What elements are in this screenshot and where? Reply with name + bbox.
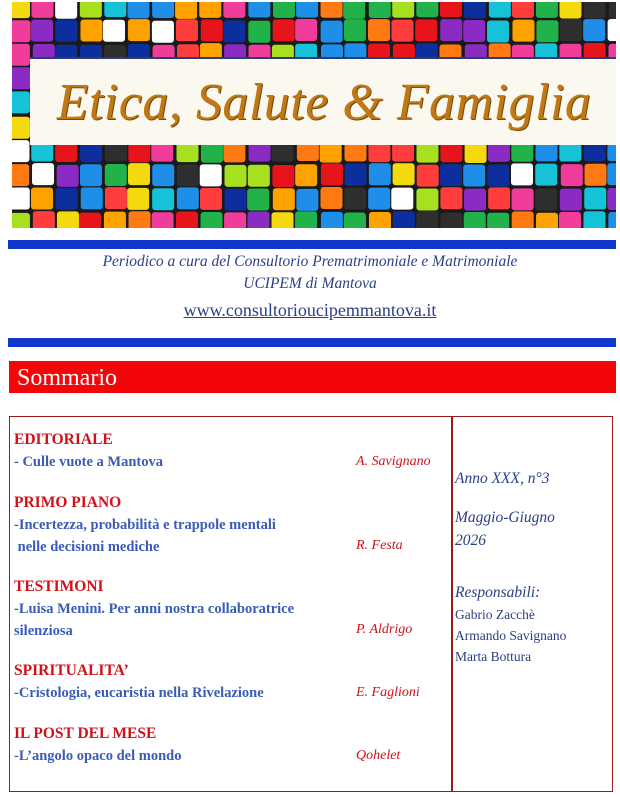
issue-year: 2026 [455, 532, 486, 549]
mosaic-tile [200, 188, 222, 210]
mosaic-tile [607, 163, 616, 185]
mosaic-tile [12, 117, 30, 139]
section-title-testimoni: TESTIMONI [14, 578, 104, 595]
mosaic-tile [344, 19, 366, 41]
issue-period: Maggio-Giugno [455, 509, 555, 526]
mosaic-tile [103, 20, 125, 42]
mosaic-tile [535, 164, 557, 186]
article-link[interactable]: -L’angolo opaco del mondo [14, 748, 182, 764]
mosaic-tile [561, 164, 583, 186]
mosaic-tile [583, 211, 605, 228]
mosaic-tile [201, 20, 223, 42]
mosaic-tile [369, 212, 391, 228]
mosaic-tile [512, 211, 534, 228]
mosaic-tile [80, 2, 102, 18]
mosaic-tile [440, 212, 462, 228]
mosaic-tile [393, 211, 415, 228]
mosaic-tile [416, 2, 438, 17]
mosaic-tile [321, 212, 343, 228]
mosaic-tile [584, 2, 606, 19]
mosaic-tile [273, 2, 295, 18]
mosaic-tile [440, 19, 462, 41]
mosaic-tile [12, 140, 29, 162]
mosaic-tile [296, 189, 318, 211]
mosaic-tile [201, 212, 223, 228]
mosaic-tile [31, 20, 53, 42]
website-link-wrap [0, 300, 620, 321]
mosaic-tile [225, 189, 247, 211]
mosaic-tile [512, 188, 534, 210]
mosaic-tile [512, 2, 534, 18]
mosaic-tile [511, 163, 533, 185]
mosaic-tile [343, 2, 365, 19]
section-title-editoriale: EDITORIALE [14, 431, 113, 448]
responsabile-name: Armando Savignano [455, 628, 567, 643]
mosaic-tile [33, 211, 55, 228]
mosaic-tile [536, 213, 558, 228]
mosaic-tile [391, 188, 413, 210]
mosaic-tile [31, 2, 53, 18]
mosaic-tile [585, 164, 607, 186]
mosaic-tile [295, 164, 317, 186]
mosaic-tile [57, 211, 79, 228]
mosaic-tile [560, 19, 582, 41]
mosaic-tile [152, 188, 174, 210]
mosaic-tile [535, 189, 557, 211]
publisher-org: UCIPEM di Mantova [243, 275, 377, 292]
mosaic-tile [583, 19, 605, 41]
mosaic-tile [417, 165, 439, 187]
mosaic-tile [392, 2, 414, 18]
mosaic-tile [200, 164, 222, 186]
mosaic-tile [79, 213, 101, 228]
mosaic-tile [464, 189, 486, 211]
mosaic-tile [321, 164, 343, 186]
mosaic-tile [223, 20, 245, 42]
mosaic-tile [321, 2, 343, 18]
mosaic-tile [536, 2, 558, 18]
mosaic-tile [368, 188, 390, 210]
mosaic-tile [416, 211, 438, 228]
mosaic-tile [487, 165, 509, 187]
mosaic-tile [463, 164, 485, 186]
mosaic-tile [488, 187, 510, 209]
article-author: R. Festa [356, 538, 403, 553]
mosaic-tile [199, 2, 221, 18]
mosaic-tile [127, 188, 149, 210]
mosaic-tile [32, 163, 54, 185]
article-link-continued[interactable]: nelle decisioni mediche [14, 539, 160, 555]
mosaic-tile [176, 212, 198, 228]
mosaic-tile [272, 212, 294, 228]
article-link-continued[interactable]: silenziosa [14, 623, 73, 639]
mosaic-tile [105, 164, 127, 186]
mosaic-tile [248, 165, 270, 187]
mosaic-tile [607, 188, 616, 210]
mosaic-tile [391, 20, 413, 42]
article-link[interactable]: -Cristologia, eucaristia nella Rivelazione [14, 685, 264, 701]
mosaic-tile [344, 188, 366, 210]
mosaic-tile [463, 20, 485, 42]
mosaic-tile [152, 2, 174, 18]
mosaic-tile [295, 19, 317, 41]
responsabile-name: Marta Bottura [455, 649, 532, 664]
mosaic-tile [80, 20, 102, 42]
article-link[interactable]: - Culle vuote a Mantova [14, 454, 164, 470]
mosaic-tile [608, 19, 616, 41]
mosaic-tile [128, 19, 150, 41]
mosaic-tile [176, 19, 198, 41]
mosaic-tile [177, 187, 199, 209]
mosaic-tile [368, 19, 390, 41]
mosaic-tile [152, 212, 174, 228]
mosaic-tile [464, 2, 486, 18]
mosaic-tile [296, 2, 318, 18]
mosaic-tile [152, 21, 174, 43]
mosaic-tile [608, 212, 616, 228]
mosaic-tile [57, 165, 79, 187]
mosaic-tile [104, 212, 126, 228]
article-author: P. Aldrigo [356, 622, 413, 637]
mosaic-tile [487, 21, 509, 43]
mosaic-tile [273, 188, 295, 210]
mosaic-tile [12, 188, 30, 210]
mosaic-tile [344, 212, 366, 228]
mosaic-tile [247, 188, 269, 210]
mosaic-tile [175, 2, 197, 19]
mosaic-tile [55, 20, 77, 42]
mosaic-tile [393, 163, 415, 185]
bottom-divider [8, 338, 616, 347]
mosaic-tile [12, 91, 30, 113]
section-title-spiritualita: SPIRITUALITA’ [14, 662, 129, 679]
mosaic-tile [416, 189, 438, 211]
box-column-divider [451, 416, 453, 792]
website-link[interactable]: www.consultorioucipemmantova.it [183, 300, 437, 320]
mosaic-tile [560, 189, 582, 211]
issue-number: Anno XXX, n°3 [455, 470, 550, 487]
masthead-title: Etica, Salute & Famiglia [56, 73, 592, 131]
mosaic-tile [440, 187, 462, 209]
mosaic-tile [487, 213, 509, 228]
mosaic-tile [225, 165, 247, 187]
mosaic-tile [536, 20, 558, 42]
mosaic-tile [105, 187, 127, 209]
mosaic-tile [321, 187, 343, 209]
mosaic-tile [369, 2, 391, 18]
mosaic-tile [129, 211, 151, 228]
mosaic-tile [224, 212, 246, 228]
mosaic-tile [56, 188, 78, 210]
mosaic-tile [559, 2, 581, 18]
mosaic-tile [295, 211, 317, 228]
mosaic-tile [80, 164, 102, 186]
mosaic-tile [12, 2, 30, 18]
mosaic-tile [415, 19, 437, 41]
mosaic-tile [12, 213, 30, 228]
mosaic-tile [440, 164, 462, 186]
publisher-line: Periodico a cura del Consultorio Prematrimoniale e Matrimoniale [102, 253, 518, 270]
mosaic-tile [609, 2, 616, 19]
article-author: E. Faglioni [356, 685, 420, 700]
mosaic-tile [12, 164, 29, 186]
mosaic-tile [81, 187, 103, 209]
mosaic-tile [248, 2, 270, 18]
mosaic-tile [12, 44, 30, 66]
mosaic-tile [321, 21, 343, 43]
top-divider [8, 240, 616, 249]
mosaic-tile [464, 212, 486, 228]
mosaic-tile [223, 2, 245, 18]
mosaic-tile [12, 20, 30, 42]
mosaic-tile [489, 2, 511, 18]
mosaic-tile [104, 2, 126, 17]
mosaic-tile [440, 2, 462, 17]
article-author: A. Savignano [356, 454, 431, 469]
mosaic-tile [559, 212, 581, 228]
mosaic-tile [12, 67, 31, 89]
section-title-post-del-mese: IL POST DEL MESE [14, 725, 157, 742]
masthead-banner [12, 2, 616, 228]
mosaic-tile [247, 211, 269, 228]
section-title-primo-piano: PRIMO PIANO [14, 494, 122, 511]
sommario-heading: Sommario [9, 361, 616, 393]
mosaic-tile [584, 188, 606, 210]
mosaic-tile [128, 163, 150, 185]
article-link[interactable]: -Luisa Menini. Per anni nostra collaboratrice [14, 601, 295, 617]
article-link[interactable]: -Incertezza, probabilità e trappole mentali [14, 517, 276, 533]
mosaic-tile [273, 19, 295, 41]
mosaic-tile [369, 163, 391, 185]
mosaic-tile [272, 165, 294, 187]
mosaic-tile [31, 187, 53, 209]
masthead-title-box [30, 57, 616, 145]
mosaic-tile [512, 20, 534, 42]
mosaic-tile [177, 164, 199, 186]
responsabili-label: Responsabili: [455, 584, 541, 601]
mosaic-tile [127, 2, 149, 18]
responsabile-name: Gabrio Zacchè [455, 607, 535, 622]
mosaic-tile [55, 2, 77, 19]
article-author: Qohelet [356, 748, 401, 763]
mosaic-tile [345, 164, 367, 186]
mosaic-tile [152, 164, 174, 186]
mosaic-tile [248, 21, 270, 43]
